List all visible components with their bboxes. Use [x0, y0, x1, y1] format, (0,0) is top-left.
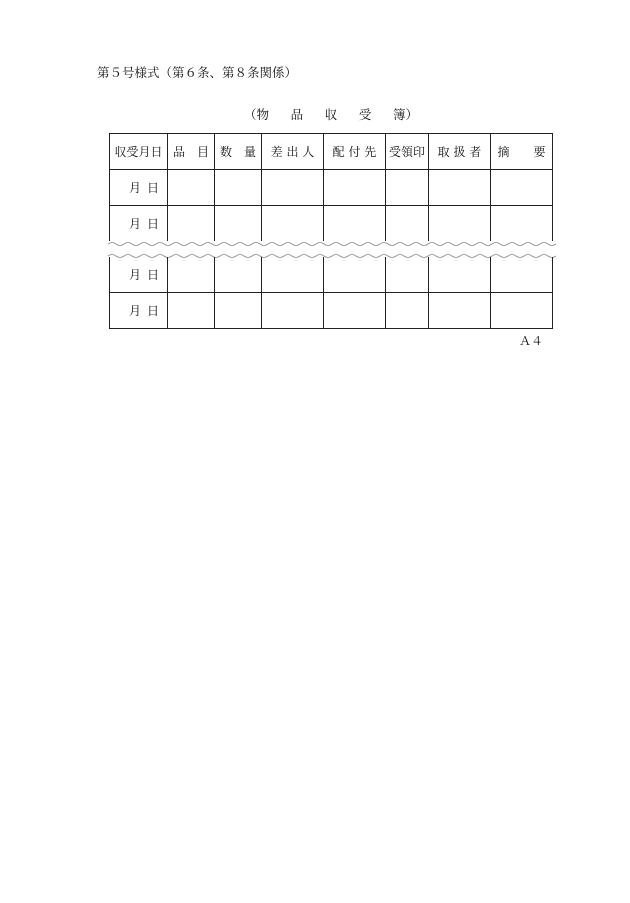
register-table-top	[109, 133, 553, 241]
day-label: 日	[146, 181, 159, 195]
handler-cell	[429, 206, 491, 242]
item-cell	[168, 257, 215, 293]
distribution-cell	[324, 206, 386, 242]
distribution-cell	[324, 170, 386, 206]
item-cell	[168, 206, 215, 242]
title-char: 簿）	[392, 107, 418, 122]
header-receipt-seal: 受領印	[386, 134, 429, 170]
sender-cell	[262, 293, 324, 329]
remarks-cell	[491, 170, 553, 206]
table-row	[110, 257, 553, 293]
item-cell	[168, 293, 215, 329]
quantity-cell	[215, 170, 262, 206]
table-row	[110, 206, 553, 242]
item-cell	[168, 170, 215, 206]
table-break-line-upper	[108, 240, 555, 248]
seal-cell	[386, 257, 429, 293]
header-remarks: 摘 要	[491, 134, 553, 170]
header-sender: 差 出 人	[262, 134, 324, 170]
date-cell	[110, 206, 168, 242]
title-char: 品	[290, 107, 304, 122]
handler-cell	[429, 257, 491, 293]
header-quantity: 数 量	[215, 134, 262, 170]
remarks-cell	[491, 293, 553, 329]
header-date-received: 収受月日	[110, 134, 168, 170]
date-cell	[110, 257, 168, 293]
title-char: （物	[244, 107, 270, 122]
register-table-bottom	[109, 257, 553, 329]
distribution-cell	[324, 257, 386, 293]
date-cell	[110, 170, 168, 206]
remarks-cell	[491, 257, 553, 293]
day-label: 日	[146, 268, 159, 282]
day-label: 日	[146, 304, 159, 318]
quantity-cell	[215, 257, 262, 293]
seal-cell	[386, 206, 429, 242]
handler-cell	[429, 170, 491, 206]
handler-cell	[429, 293, 491, 329]
table-row	[110, 293, 553, 329]
paper-size-label: Ａ４	[519, 334, 544, 348]
header-item: 品 目	[168, 134, 215, 170]
remarks-cell	[491, 206, 553, 242]
month-label: 月	[129, 268, 142, 282]
seal-cell	[386, 170, 429, 206]
distribution-cell	[324, 293, 386, 329]
header-row	[110, 134, 553, 170]
title-char: 収	[324, 107, 338, 122]
quantity-cell	[215, 293, 262, 329]
sender-cell	[262, 170, 324, 206]
month-label: 月	[129, 217, 142, 231]
month-label: 月	[129, 181, 142, 195]
month-label: 月	[129, 304, 142, 318]
sender-cell	[262, 206, 324, 242]
header-handler: 取 扱 者	[429, 134, 491, 170]
form-label: 第５号様式（第６条、第８条関係）	[97, 65, 298, 80]
date-cell	[110, 293, 168, 329]
quantity-cell	[215, 206, 262, 242]
table-row	[110, 170, 553, 206]
seal-cell	[386, 293, 429, 329]
day-label: 日	[146, 217, 159, 231]
title-char: 受	[358, 107, 372, 122]
sender-cell	[262, 257, 324, 293]
document-title	[244, 106, 418, 124]
header-distribution: 配 付 先	[324, 134, 386, 170]
